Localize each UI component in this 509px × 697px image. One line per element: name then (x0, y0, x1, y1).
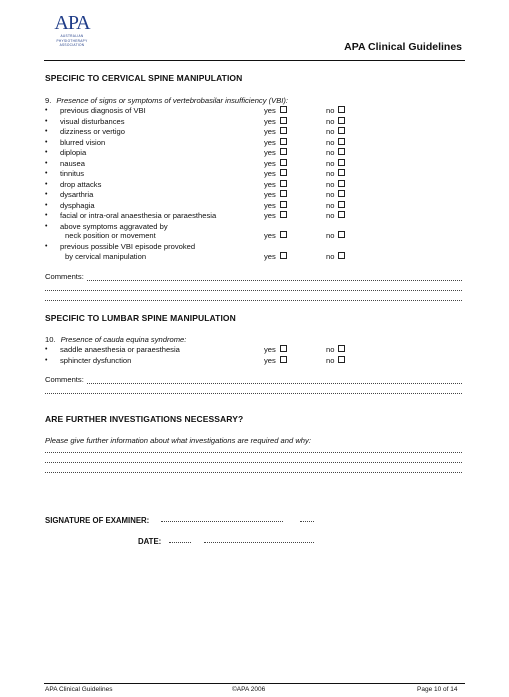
lumbar-comments-label: Comments: (45, 375, 84, 384)
no-checkbox[interactable] (338, 345, 345, 352)
yes-option[interactable] (264, 201, 287, 211)
signature-label: SIGNATURE OF EXAMINER: (45, 516, 150, 525)
lumbar-heading: SPECIFIC TO LUMBAR SPINE MANIPULATION (45, 313, 236, 323)
item-label: nausea (60, 158, 85, 168)
yes-label: yes (264, 169, 276, 178)
yes-checkbox[interactable] (280, 231, 287, 238)
signature-row (45, 516, 314, 525)
bullet-icon: • (45, 346, 48, 353)
yes-label: yes (264, 116, 276, 126)
item-label: tinnitus (60, 169, 85, 178)
item-label: diplopia (60, 148, 87, 157)
no-checkbox[interactable] (338, 211, 345, 218)
item-label: above symptoms aggravated by (60, 221, 168, 231)
no-label: no (326, 200, 335, 210)
no-option[interactable] (326, 201, 345, 211)
yes-label: yes (264, 179, 276, 189)
bullet-icon: • (45, 201, 48, 209)
item-label-continued: by cervical manipulation (65, 251, 147, 261)
header-rule (44, 60, 465, 61)
yes-option[interactable] (264, 231, 287, 241)
no-label: no (326, 190, 335, 199)
item-label: dysarthria (60, 190, 94, 199)
no-label: no (326, 127, 335, 136)
bullet-icon: • (45, 191, 48, 198)
question-9-number: 9. (45, 96, 52, 105)
yes-checkbox[interactable] (280, 138, 287, 145)
no-option[interactable] (326, 159, 345, 169)
logo-line-1: AUSTRALIAN (60, 34, 84, 38)
item-label: previous possible VBI episode provoked (60, 242, 196, 252)
no-option[interactable] (326, 252, 345, 262)
bullet-icon: • (45, 159, 48, 167)
bullet-icon: • (45, 212, 48, 219)
no-option[interactable] (326, 211, 345, 221)
yes-checkbox[interactable] (280, 169, 287, 176)
logo-mark: APA (54, 12, 90, 34)
bullet-icon: • (45, 356, 48, 364)
no-label: no (326, 345, 335, 354)
no-checkbox[interactable] (338, 231, 345, 238)
no-label: no (326, 211, 335, 220)
bullet-icon: • (45, 128, 48, 135)
yes-label: yes (264, 200, 276, 210)
apa-logo (52, 12, 92, 64)
investigations-prompt: Please give further information about what investigations are required and why: (45, 436, 311, 445)
bullet-icon: • (45, 107, 48, 114)
bullet-icon: • (45, 222, 48, 230)
yes-option[interactable] (264, 169, 287, 179)
item-label: visual disturbances (60, 116, 125, 126)
date-label: DATE: (138, 537, 162, 546)
yes-option[interactable] (264, 148, 287, 158)
bullet-icon: • (45, 117, 48, 125)
yes-label: yes (264, 231, 276, 241)
investigations-line-3[interactable] (45, 472, 462, 473)
cervical-comments-line-2[interactable] (45, 290, 462, 291)
item-label: facial or intra-oral anaesthesia or paraesthesia (60, 211, 217, 220)
no-label: no (326, 355, 335, 365)
signature-line-short[interactable] (300, 521, 314, 522)
footer-center: ©APA 2006 (232, 686, 266, 693)
question-10 (45, 335, 186, 344)
no-checkbox[interactable] (338, 117, 345, 124)
bullet-icon: • (45, 180, 48, 188)
yes-option[interactable] (264, 138, 287, 148)
yes-option[interactable] (264, 190, 287, 200)
no-checkbox[interactable] (338, 148, 345, 155)
no-label: no (326, 137, 335, 147)
no-label: no (326, 169, 335, 178)
page-title: APA Clinical Guidelines (344, 41, 462, 53)
no-option[interactable] (326, 138, 345, 148)
footer-rule (44, 683, 465, 684)
yes-option[interactable] (264, 252, 287, 262)
yes-option[interactable] (264, 180, 287, 190)
yes-checkbox[interactable] (280, 211, 287, 218)
no-option[interactable] (326, 117, 345, 127)
investigations-line-2[interactable] (45, 462, 462, 463)
no-checkbox[interactable] (338, 356, 345, 363)
footer-right: Page 10 of 14 (417, 686, 458, 693)
yes-label: yes (264, 251, 276, 261)
yes-option[interactable] (264, 117, 287, 127)
no-label: no (326, 251, 335, 261)
question-10-text: Presence of cauda equina syndrome: (60, 335, 187, 344)
yes-option[interactable] (264, 127, 287, 137)
no-checkbox[interactable] (338, 252, 345, 259)
cervical-heading: SPECIFIC TO CERVICAL SPINE MANIPULATION (45, 73, 243, 83)
no-option[interactable] (326, 148, 345, 158)
yes-checkbox[interactable] (280, 190, 287, 197)
bullet-icon: • (45, 138, 48, 146)
yes-label: yes (264, 137, 276, 147)
yes-option[interactable] (264, 211, 287, 221)
cervical-comments-label: Comments: (45, 272, 84, 281)
no-option[interactable] (326, 190, 345, 200)
signature-line[interactable] (161, 521, 283, 522)
question-9 (45, 96, 288, 105)
yes-checkbox[interactable] (280, 180, 287, 187)
question-10-number: 10. (45, 335, 56, 344)
cervical-comments-line-1[interactable] (87, 280, 462, 281)
no-option[interactable] (326, 106, 345, 116)
date-line-short[interactable] (169, 542, 191, 543)
yes-checkbox[interactable] (280, 117, 287, 124)
lumbar-comments-line-2[interactable] (45, 393, 462, 394)
no-checkbox[interactable] (338, 201, 345, 208)
footer-left: APA Clinical Guidelines (45, 686, 113, 693)
no-label: no (326, 231, 335, 241)
yes-label: yes (264, 127, 276, 136)
bullet-icon: • (45, 149, 48, 156)
logo-line-2: PHYSIOTHERAPY (56, 38, 88, 43)
logo-line-3: ASSOCIATION (59, 43, 85, 48)
no-label: no (326, 158, 335, 168)
yes-checkbox[interactable] (280, 148, 287, 155)
yes-checkbox[interactable] (280, 201, 287, 208)
date-row (138, 537, 314, 546)
yes-label: yes (264, 355, 276, 365)
cervical-comments-line-3[interactable] (45, 300, 462, 301)
item-label: blurred vision (60, 137, 106, 147)
item-label: dysphagia (60, 200, 95, 210)
no-checkbox[interactable] (338, 138, 345, 145)
no-checkbox[interactable] (338, 127, 345, 134)
no-checkbox[interactable] (338, 106, 345, 113)
no-label: no (326, 148, 335, 157)
yes-checkbox[interactable] (280, 356, 287, 363)
yes-label: yes (264, 106, 276, 115)
no-option[interactable] (326, 345, 345, 355)
no-option[interactable] (326, 169, 345, 179)
no-checkbox[interactable] (338, 169, 345, 176)
yes-option[interactable] (264, 159, 287, 169)
no-option[interactable] (326, 127, 345, 137)
investigations-line-1[interactable] (45, 452, 462, 453)
item-label: sphincter dysfunction (60, 355, 132, 365)
investigations-heading: ARE FURTHER INVESTIGATIONS NECESSARY? (45, 414, 244, 424)
yes-label: yes (264, 345, 276, 354)
no-checkbox[interactable] (338, 180, 345, 187)
yes-checkbox[interactable] (280, 252, 287, 259)
yes-option[interactable] (264, 345, 287, 355)
no-option[interactable] (326, 180, 345, 190)
item-label-continued: neck position or movement (65, 231, 156, 240)
no-checkbox[interactable] (338, 159, 345, 166)
item-label: drop attacks (60, 179, 102, 189)
yes-option[interactable] (264, 356, 287, 366)
yes-checkbox[interactable] (280, 345, 287, 352)
item-label: saddle anaesthesia or paraesthesia (60, 345, 180, 354)
yes-label: yes (264, 190, 276, 199)
yes-option[interactable] (264, 106, 287, 116)
yes-checkbox[interactable] (280, 106, 287, 113)
no-label: no (326, 106, 335, 115)
yes-label: yes (264, 148, 276, 157)
no-checkbox[interactable] (338, 190, 345, 197)
yes-checkbox[interactable] (280, 159, 287, 166)
bullet-icon: • (45, 170, 48, 177)
date-line[interactable] (204, 542, 314, 543)
yes-label: yes (264, 158, 276, 168)
question-9-text: Presence of signs or symptoms of vertebrobasilar insufficiency (VBI): (56, 96, 289, 105)
no-label: no (326, 116, 335, 126)
lumbar-comments-line-1[interactable] (87, 383, 462, 384)
yes-checkbox[interactable] (280, 127, 287, 134)
no-option[interactable] (326, 231, 345, 241)
yes-label: yes (264, 211, 276, 220)
bullet-icon: • (45, 243, 48, 251)
item-label: previous diagnosis of VBI (60, 106, 146, 115)
item-label: dizziness or vertigo (60, 127, 125, 136)
no-label: no (326, 179, 335, 189)
no-option[interactable] (326, 356, 345, 366)
